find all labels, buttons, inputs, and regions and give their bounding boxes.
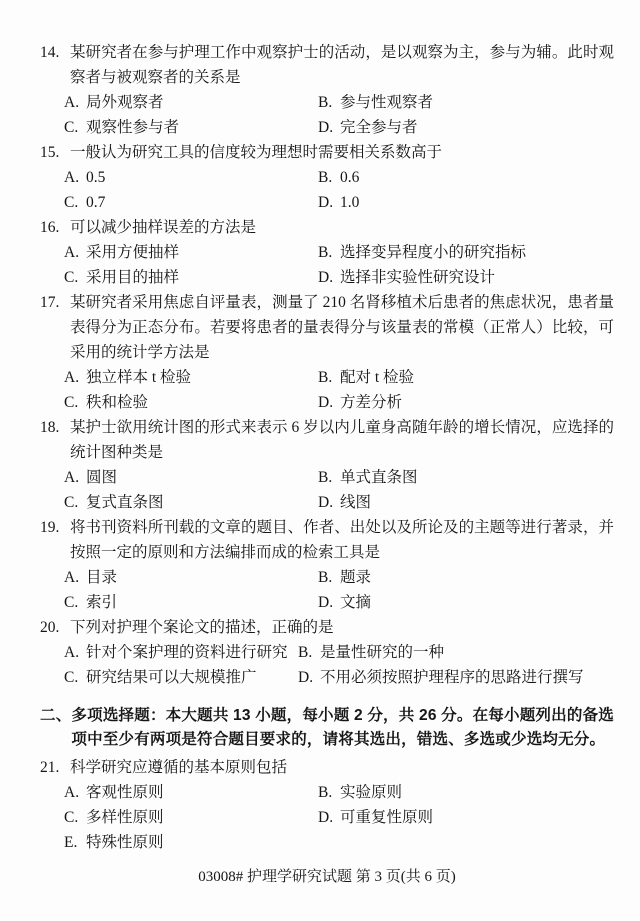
- option-text: 圆图: [86, 469, 118, 486]
- question-15-head: [40, 140, 614, 165]
- question-text: 可以减少抽样误差的方法是: [70, 219, 257, 236]
- option-text: 选择变异程度小的研究指标: [340, 244, 527, 261]
- option-a: [64, 640, 298, 665]
- option-a: [64, 240, 318, 265]
- question-18-options: [64, 465, 614, 515]
- option-text: 单式直条图: [340, 469, 418, 486]
- option-d: [318, 390, 614, 415]
- option-label: C.: [64, 394, 79, 411]
- option-label: B.: [318, 244, 333, 261]
- option-label: C.: [64, 269, 79, 286]
- question-15-options: [64, 165, 614, 215]
- option-text: 线图: [340, 494, 372, 511]
- question-21-head: [40, 755, 614, 780]
- option-label: B.: [318, 169, 333, 186]
- option-label: D.: [318, 194, 334, 211]
- option-a: [64, 90, 318, 115]
- option-text: 针对个案护理的资料进行研究: [86, 644, 288, 661]
- option-text: 0.6: [340, 169, 360, 186]
- option-label: B.: [318, 94, 333, 111]
- option-d: [298, 665, 614, 690]
- question-21-options: [64, 780, 614, 855]
- option-text: 0.7: [86, 194, 106, 211]
- question-block-21: [40, 755, 614, 855]
- option-b: [318, 465, 614, 490]
- question-text: 某研究者采用焦虑自评量表，测量了 210 名肾移植术后患者的焦虑状况，患者量表得分为正态分布。若要将患者的量表得分与该量表的常模（正常人）比较，可采用的统计学方法是: [70, 294, 614, 361]
- option-label: D.: [318, 394, 334, 411]
- option-label: A.: [64, 469, 80, 486]
- option-text: 复式直条图: [86, 494, 164, 511]
- option-text: 是量性研究的一种: [320, 644, 445, 661]
- option-label: D.: [318, 809, 334, 826]
- option-text: 参与性观察者: [340, 94, 434, 111]
- option-label: C.: [64, 194, 79, 211]
- option-text: 1.0: [340, 194, 360, 211]
- question-16-head: [40, 215, 614, 240]
- question-text: 某护士欲用统计图的形式来表示 6 岁以内儿童身高随年龄的增长情况，应选择的统计图种类是: [70, 419, 614, 461]
- option-text: 可重复性原则: [340, 809, 434, 826]
- option-label: C.: [64, 494, 79, 511]
- option-text: 特殊性原则: [86, 834, 164, 851]
- option-text: 配对 t 检验: [340, 369, 415, 386]
- option-d: [318, 190, 614, 215]
- option-text: 目录: [86, 569, 118, 586]
- question-block-16: [40, 215, 614, 290]
- question-number: 15.: [40, 144, 60, 161]
- option-text: 独立样本 t 检验: [86, 369, 192, 386]
- option-label: C.: [64, 809, 79, 826]
- question-number: 18.: [40, 419, 60, 436]
- option-text: 多样性原则: [86, 809, 164, 826]
- option-label: A.: [64, 784, 80, 801]
- option-c: [64, 590, 318, 615]
- section-2-heading: [40, 704, 614, 752]
- question-17-head: [40, 290, 614, 365]
- option-label: B.: [318, 784, 333, 801]
- question-block-15: [40, 140, 614, 215]
- question-20-options: [64, 640, 614, 690]
- option-c: [64, 265, 318, 290]
- option-text: 文摘: [340, 594, 372, 611]
- option-text: 方差分析: [340, 394, 403, 411]
- question-text: 将书刊资料所刊载的文章的题目、作者、出处以及所论及的主题等进行著录，并按照一定的原则和方法编排而成的检索工具是: [70, 519, 614, 561]
- question-17-options: [64, 365, 614, 415]
- question-18-head: [40, 415, 614, 465]
- option-text: 客观性原则: [86, 784, 164, 801]
- option-a: [64, 565, 318, 590]
- question-number: 17.: [40, 294, 60, 311]
- option-b: [318, 565, 614, 590]
- option-label: C.: [64, 119, 79, 136]
- option-label: D.: [318, 594, 334, 611]
- option-b: [318, 165, 614, 190]
- option-a: [64, 165, 318, 190]
- option-text: 不用必须按照护理程序的思路进行撰写: [320, 669, 584, 686]
- question-16-options: [64, 240, 614, 290]
- option-c: [64, 190, 318, 215]
- question-number: 16.: [40, 219, 60, 236]
- option-label: C.: [64, 669, 79, 686]
- option-b: [318, 780, 614, 805]
- option-text: 采用目的抽样: [86, 269, 180, 286]
- question-number: 21.: [40, 759, 60, 776]
- option-text: 观察性参与者: [86, 119, 180, 136]
- question-19-options: [64, 565, 614, 615]
- option-label: A.: [64, 169, 80, 186]
- question-block-17: [40, 290, 614, 415]
- option-b: [318, 365, 614, 390]
- option-b: [298, 640, 614, 665]
- option-label: B.: [318, 369, 333, 386]
- option-text: 研究结果可以大规模推广: [86, 669, 257, 686]
- option-text: 索引: [86, 594, 118, 611]
- option-b: [318, 240, 614, 265]
- option-label: B.: [298, 644, 313, 661]
- option-label: D.: [318, 269, 334, 286]
- option-label: E.: [64, 834, 78, 851]
- option-e: [64, 830, 318, 855]
- question-block-18: [40, 415, 614, 515]
- option-label: B.: [318, 469, 333, 486]
- option-label: D.: [318, 494, 334, 511]
- option-c: [64, 805, 318, 830]
- question-number: 19.: [40, 519, 60, 536]
- question-number: 14.: [40, 44, 60, 61]
- option-text: 秩和检验: [86, 394, 149, 411]
- option-label: A.: [64, 369, 80, 386]
- option-a: [64, 465, 318, 490]
- question-number: 20.: [40, 619, 60, 636]
- option-label: A.: [64, 569, 80, 586]
- option-text: 选择非实验性研究设计: [340, 269, 496, 286]
- question-text: 某研究者在参与护理工作中观察护士的活动，是以观察为主，参与为辅。此时观察者与被观察者的关系是: [70, 44, 614, 86]
- option-d: [318, 115, 614, 140]
- option-label: C.: [64, 594, 79, 611]
- option-a: [64, 780, 318, 805]
- option-d: [318, 265, 614, 290]
- option-text: 采用方便抽样: [86, 244, 180, 261]
- option-c: [64, 490, 318, 515]
- option-c: [64, 390, 318, 415]
- option-c: [64, 665, 298, 690]
- question-20-head: [40, 615, 614, 640]
- option-d: [318, 805, 614, 830]
- option-text: 题录: [340, 569, 372, 586]
- question-block-20: [40, 615, 614, 690]
- option-label: A.: [64, 94, 80, 111]
- option-label: D.: [298, 669, 314, 686]
- question-14-options: [64, 90, 614, 140]
- option-c: [64, 115, 318, 140]
- option-text: 局外观察者: [86, 94, 164, 111]
- section-instructions: 多项选择题：本大题共 13 小题，每小题 2 分，共 26 分。在每小题列出的备选项中至少有两项是符合题目要求的，请将其选出，错选、多选或少选均无分。: [71, 707, 614, 748]
- section-number: 二、: [40, 707, 72, 724]
- option-d: [318, 590, 614, 615]
- option-b: [318, 90, 614, 115]
- page-footer: 03008# 护理学研究试题 第 3 页(共 6 页): [198, 869, 456, 885]
- question-block-14: [40, 40, 614, 140]
- question-14-head: [40, 40, 614, 90]
- option-label: A.: [64, 644, 80, 661]
- option-a: [64, 365, 318, 390]
- question-19-head: [40, 515, 614, 565]
- question-text: 下列对护理个案论文的描述，正确的是: [70, 619, 334, 636]
- option-label: A.: [64, 244, 80, 261]
- option-text: 完全参与者: [340, 119, 418, 136]
- question-block-19: [40, 515, 614, 615]
- question-text: 一般认为研究工具的信度较为理想时需要相关系数高于: [70, 144, 443, 161]
- question-text: 科学研究应遵循的基本原则包括: [70, 759, 288, 776]
- option-label: B.: [318, 569, 333, 586]
- option-text: 0.5: [86, 169, 106, 186]
- option-label: D.: [318, 119, 334, 136]
- option-text: 实验原则: [340, 784, 403, 801]
- option-d: [318, 490, 614, 515]
